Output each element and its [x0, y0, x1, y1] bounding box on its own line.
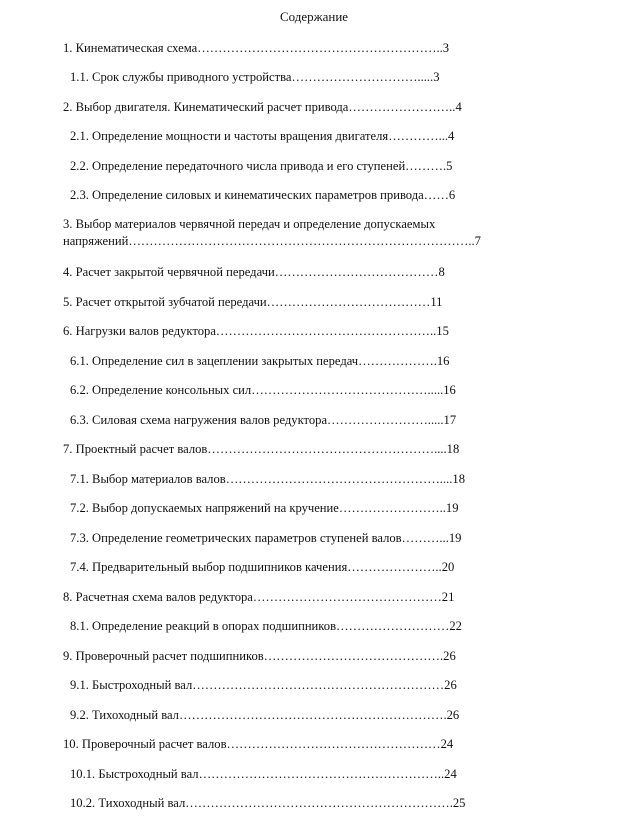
toc-entry-2: 2. Выбор двигателя. Кинематический расчет привода……………………..4 [63, 100, 462, 114]
toc-entry-9-1: 9.1. Быстроходный вал……………………………………………………26 [70, 678, 457, 692]
toc-entry-9-2: 9.2. Тихоходный вал……………………………………………………….26 [70, 708, 460, 722]
toc-entry-7-2: 7.2. Выбор допускаемых напряжений на кручение……………………..19 [70, 501, 459, 515]
toc-entry-2-2: 2.2. Определение передаточного числа привода и его ступеней……….5 [70, 159, 453, 173]
toc-entry-1: 1. Кинематическая схема…………………………………………………..3 [63, 41, 450, 55]
toc-entry-8-1: 8.1. Определение реакций в опорах подшипников………………………22 [70, 619, 462, 633]
toc-entry-7-1: 7.1. Выбор материалов валов……………………………………………....18 [70, 472, 465, 486]
toc-entry-6-1: 6.1. Определение сил в зацеплении закрытых передач……………….16 [70, 354, 450, 368]
toc-entry-9: 9. Проверочный расчет подшипников…………………………………….26 [63, 649, 456, 663]
page-title: Содержание [279, 9, 349, 24]
toc-entry-7-3: 7.3. Определение геометрических параметров ступеней валов………...19 [70, 531, 462, 545]
toc-entry-10-2: 10.2. Тихоходный вал……………………………………………………….25 [70, 796, 466, 810]
toc-entry-3: 3. Выбор материалов червячной передач и определение допускаемых напряжений………………………………………………………………………..7 [63, 217, 481, 248]
toc-entry-2-1: 2.1. Определение мощности и частоты вращения двигателя…………...4 [70, 129, 455, 143]
toc-entry-10-1: 10.1. Быстроходный вал…………………………………………………..24 [70, 767, 457, 781]
toc-entry-5: 5. Расчет открытой зубчатой передачи…………………………………11 [63, 295, 443, 309]
toc-entry-6-2: 6.2. Определение консольных сил…………………………………….....16 [70, 383, 456, 397]
toc-entry-2-3: 2.3. Определение силовых и кинематических параметров привода……6 [70, 188, 456, 202]
toc-entry-7: 7. Проектный расчет валов………………………………………………....18 [63, 442, 460, 456]
toc-entry-8: 8. Расчетная схема валов редуктора………………………………………21 [63, 590, 455, 604]
toc-entry-4: 4. Расчет закрытой червячной передачи…………………………………8 [63, 265, 445, 279]
toc-entry-1-1: 1.1. Срок службы приводного устройства………………………….....3 [70, 70, 440, 84]
toc-entry-6-3: 6.3. Силовая схема нагружения валов редуктора…………………….....17 [70, 413, 457, 427]
toc-entry-6: 6. Нагрузки валов редуктора……………………………………………..15 [63, 324, 449, 338]
toc-entry-7-4: 7.4. Предварительный выбор подшипников качения…………………..20 [70, 560, 455, 574]
toc-entry-10: 10. Проверочный расчет валов……………………………………………24 [63, 737, 454, 751]
